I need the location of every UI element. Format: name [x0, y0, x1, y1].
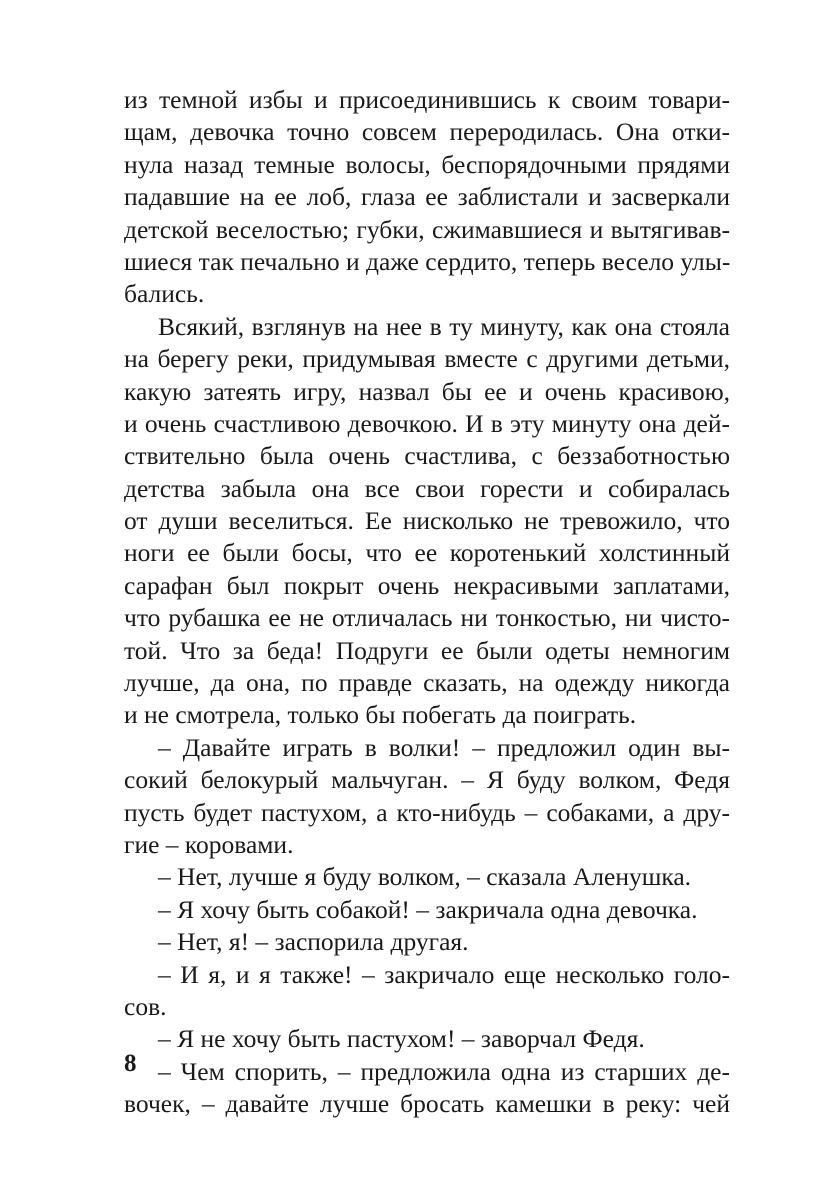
- text-line: – Я не хочу быть пастухом! – заворчал Федя.: [158, 1024, 645, 1054]
- text-line: из темной избы и присоединившись к своим товари-: [124, 85, 730, 114]
- text-line: щам, девочка точно совсем переродилась. Она отки-: [124, 117, 730, 147]
- text-line: – И я, и я также! – закричало еще несколько голо-: [158, 959, 730, 989]
- text-line: и очень счастливою девочкою. И в эту минуту она дей-: [124, 408, 730, 438]
- text-line: сов.: [124, 991, 167, 1021]
- book-page-text: [124, 84, 730, 1121]
- text-line: вочек, – давайте лучше бросать камешки в реку: чей: [124, 1089, 730, 1119]
- text-line: ствительно была очень счастлива, с беззаботностью: [124, 441, 730, 471]
- text-line: нула назад темные волосы, беспорядочными прядями: [124, 149, 730, 179]
- text-line: детства забыла она все свои горести и собиралась: [124, 473, 730, 503]
- text-line: от души веселиться. Ее нисколько не тревожило, что: [124, 506, 730, 536]
- text-line: на берегу реки, придумывая вместе с другими детьми,: [124, 344, 730, 374]
- text-line: пусть будет пастухом, а кто-нибудь – собаками, а дру-: [124, 797, 730, 827]
- text-line: какую затеять игру, назвал бы ее и очень красивою,: [124, 376, 730, 406]
- text-line: что рубашка ее не отличалась ни тонкостью, ни чисто-: [124, 603, 730, 633]
- text-line: – Давайте играть в волки! – предложил один вы-: [158, 732, 730, 762]
- text-line: и не смотрела, только бы побегать да поиграть.: [124, 700, 637, 730]
- text-line: бались.: [124, 279, 205, 309]
- text-line: ноги ее были босы, что ее коротенький холстинный: [124, 538, 730, 568]
- text-line: гие – коровами.: [124, 829, 294, 859]
- page-number: 8: [124, 1050, 137, 1077]
- text-line: той. Что за беда! Подруги ее были одеты немногим: [124, 635, 730, 665]
- text-line: шиеся так печально и даже сердито, теперь весело улы-: [124, 246, 730, 276]
- text-line: сокий белокурый мальчуган. – Я буду волком, Федя: [124, 765, 730, 795]
- text-line: лучше, да она, по правде сказать, на одежду никогда: [124, 668, 730, 698]
- text-line: детской веселостью; губки, сжимавшиеся и вытягивав-: [124, 214, 730, 244]
- text-line: – Нет, лучше я буду волком, – сказала Аленушка.: [158, 862, 692, 892]
- text-line: – Чем спорить, – предложила одна из старших де-: [158, 1056, 730, 1086]
- text-line: падавшие на ее лоб, глаза ее заблистали и засверкали: [124, 182, 730, 212]
- text-line: Всякий, взглянув на нее в ту минуту, как она стояла: [158, 311, 730, 341]
- text-line: – Я хочу быть собакой! – закричала одна девочка.: [158, 894, 698, 924]
- text-line: сарафан был покрыт очень некрасивыми заплатами,: [124, 570, 730, 600]
- text-line: – Нет, я! – заспорила другая.: [158, 927, 469, 957]
